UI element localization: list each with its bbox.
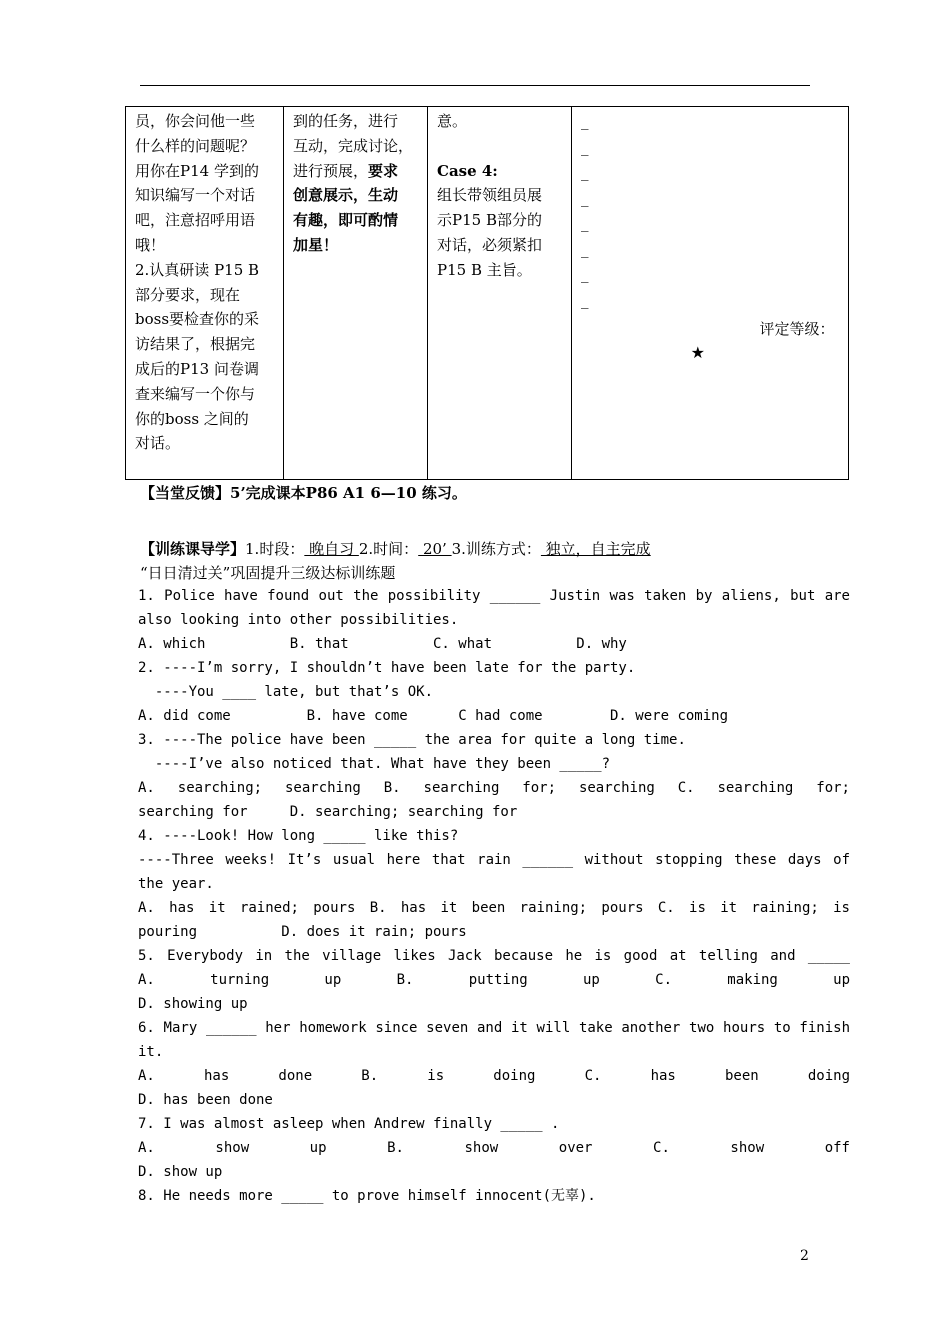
table-cell-task — [126, 107, 284, 480]
question-text: 8. He needs more _____ to prove himself innocent(无辜). — [138, 1188, 596, 1204]
question-text: 5. Everybody in the village likes Jack because he is good at telling and _____ — [138, 948, 850, 964]
question-text: 4. ----Look! How long _____ like this? — [138, 828, 459, 844]
star-icon: ★ — [690, 343, 705, 362]
blank-lines: _ _ _ _ _ _ _ _ — [581, 112, 589, 309]
answer-options: A. searching; searching B. searching for; searching C. searching for; — [138, 780, 850, 796]
answer-options: A. turning up B. putting up C. making up — [138, 972, 850, 988]
question-text: the year. — [138, 876, 214, 892]
question-text: 2. ----I’m sorry, I shouldn’t have been late for the party. — [138, 660, 636, 676]
table-cell-activity: 到的任务，进行 互动，完成讨论， 进行预展，要求 创意展示，生动 有趣，即可酌情 加星！ — [284, 107, 428, 480]
answer-options: D. has been done — [138, 1092, 273, 1108]
question-text: ----You ____ late, but that’s OK. — [138, 684, 434, 700]
answer-options: A. show up B. show over C. show off — [138, 1140, 850, 1156]
question-text: 7. I was almost asleep when Andrew finally _____ . — [138, 1116, 560, 1132]
time-value: 20’ — [418, 540, 452, 558]
answer-options: D. showing up — [138, 996, 248, 1012]
table-cell-rating — [572, 107, 849, 480]
page-number: 2 — [800, 1248, 809, 1264]
question-text: 1. Police have found out the possibility ______ Justin was taken by aliens, but are — [138, 588, 850, 604]
case-label: Case 4: — [437, 161, 498, 180]
task-text: 员，你会问他一些 什么样的问题呢？ 用你在P14 学到的 知识编写一个对话 吧，注意招呼用语 哦！ 2.认真研读 P15 B 部分要求，现在 boss要检查你的采 访结果了，根据完 成后的P13 问卷调 查来编写一个你与 你的boss 之间的 对话。 — [135, 112, 260, 453]
rating-label: 评定等级： — [759, 320, 835, 338]
question-text: ----Three weeks! It’s usual here that rain ______ without stopping these days of — [138, 852, 850, 868]
header-rule — [140, 85, 810, 86]
lesson-table — [125, 106, 849, 480]
answer-options: A. has done B. is doing C. has been doing — [138, 1068, 850, 1084]
answer-options: A. did come B. have come C had come D. were coming — [138, 708, 729, 724]
answer-options: pouring D. does it rain; pours — [138, 924, 467, 940]
question-text: 3. ----The police have been _____ the area for quite a long time. — [138, 732, 686, 748]
question-text: also looking into other possibilities. — [138, 612, 459, 628]
question-list — [138, 584, 850, 1208]
exercise-title: “日日清过关”巩固提升三级达标训练题 — [140, 564, 396, 582]
answer-options: D. show up — [138, 1164, 223, 1180]
answer-options: A. has it rained; pours B. has it been raining; pours C. is it raining; is — [138, 900, 850, 916]
feedback-line: 【当堂反馈】5’完成课本P86 A1 6—10 练习。 — [140, 484, 467, 502]
period-value: 晚自习 — [304, 540, 359, 558]
question-text: it. — [138, 1044, 164, 1060]
question-text: 6. Mary ______ her homework since seven and it will take another two hours to finish — [138, 1020, 850, 1036]
table-cell-case: 意。 Case 4: 组长带领组员展 示P15 B部分的 对话，必须紧扣 P15 B 主旨。 — [428, 107, 572, 480]
method-value: 独立，自主完成 — [540, 540, 651, 558]
table-right-edge — [848, 106, 849, 480]
answer-options: searching for D. searching; searching for — [138, 804, 518, 820]
training-header: 【训练课导学】1.时段： 晚自习 2.时间： 20’ 3.训练方式： 独立，自主完成 — [140, 540, 651, 558]
question-text: ----I’ve also noticed that. What have they been _____? — [138, 756, 611, 772]
answer-options: A. which B. that C. what D. why — [138, 636, 627, 652]
